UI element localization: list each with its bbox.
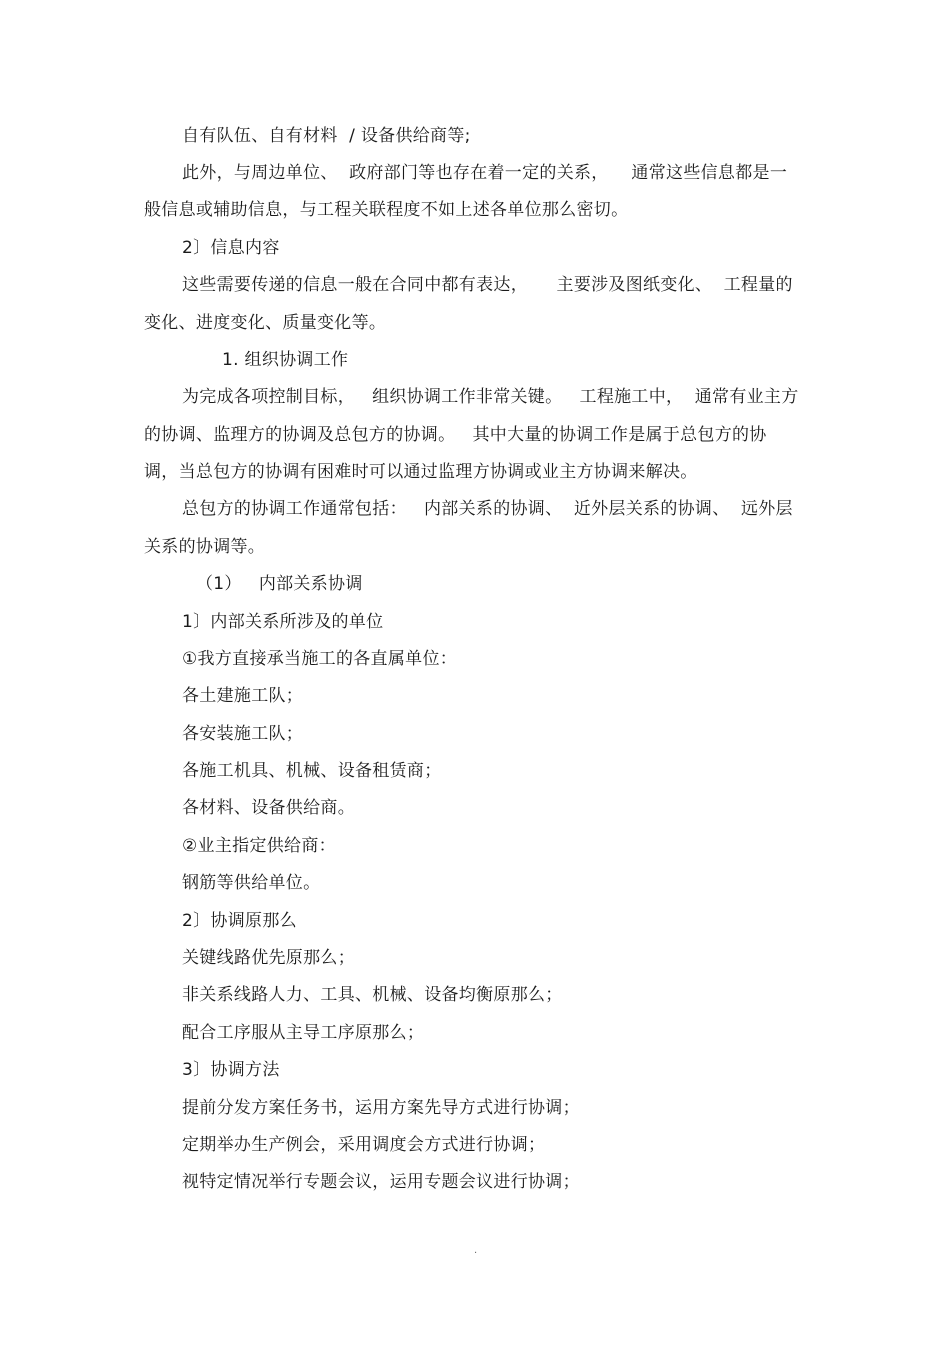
section-heading: 1〕内部关系所涉及的单位: [182, 612, 384, 632]
text-line: ①我方直接承当施工的各直属单位：: [182, 649, 458, 669]
text-line: 的协调、监理方的协调及总包方的协调。 其中大量的协调工作是属于总包方的协: [144, 425, 767, 445]
list-item: 各施工机具、机械、设备租赁商；: [182, 761, 442, 781]
list-item: 各土建施工队；: [182, 686, 304, 706]
text-line: 自有队伍、自有材料 / 设备供给商等;: [182, 126, 471, 146]
section-heading: 2〕协调原那么: [182, 911, 297, 931]
text-line: 此外，与周边单位、 政府部门等也存在着一定的关系， 通常这些信息都是一: [182, 163, 788, 183]
section-heading: 3〕协调方法: [182, 1060, 280, 1080]
section-heading: （1） 内部关系协调: [196, 574, 363, 594]
text-line: 调，当总包方的协调有困难时可以通过监理方协调或业主方协调来解决。: [144, 462, 698, 482]
list-item: 钢筋等供给单位。: [182, 873, 321, 893]
list-item: 关键线路优先原那么；: [182, 948, 355, 968]
text-line: 变化、进度变化、质量变化等。: [144, 313, 387, 333]
section-heading: 2〕信息内容: [182, 238, 280, 258]
list-item: 各材料、设备供给商。: [182, 798, 355, 818]
list-item: 各安装施工队；: [182, 724, 304, 744]
text-line: 般信息或辅助信息，与工程关联程度不如上述各单位那么密切。: [144, 200, 629, 220]
list-item: 提前分发方案任务书，运用方案先导方式进行协调；: [182, 1098, 580, 1118]
text-line: 总包方的协调工作通常包括： 内部关系的协调、 近外层关系的协调、 远外层: [182, 499, 793, 519]
text-line: ②业主指定供给商：: [182, 836, 336, 856]
page-footer-mark: .: [474, 1245, 478, 1256]
list-item: 配合工序服从主导工序原那么；: [182, 1023, 425, 1043]
text-line: 关系的协调等。: [144, 537, 266, 557]
section-heading: 1. 组织协调工作: [222, 350, 349, 370]
list-item: 视特定情况举行专题会议，运用专题会议进行协调；: [182, 1172, 580, 1192]
text-line: 为完成各项控制目标， 组织协调工作非常关键。 工程施工中， 通常有业主方: [182, 387, 799, 407]
list-item: 非关系线路人力、工具、机械、设备均衡原那么；: [182, 985, 563, 1005]
list-item: 定期举办生产例会，采用调度会方式进行协调；: [182, 1135, 546, 1155]
text-line: 这些需要传递的信息一般在合同中都有表达， 主要涉及图纸变化、 工程量的: [182, 275, 793, 295]
